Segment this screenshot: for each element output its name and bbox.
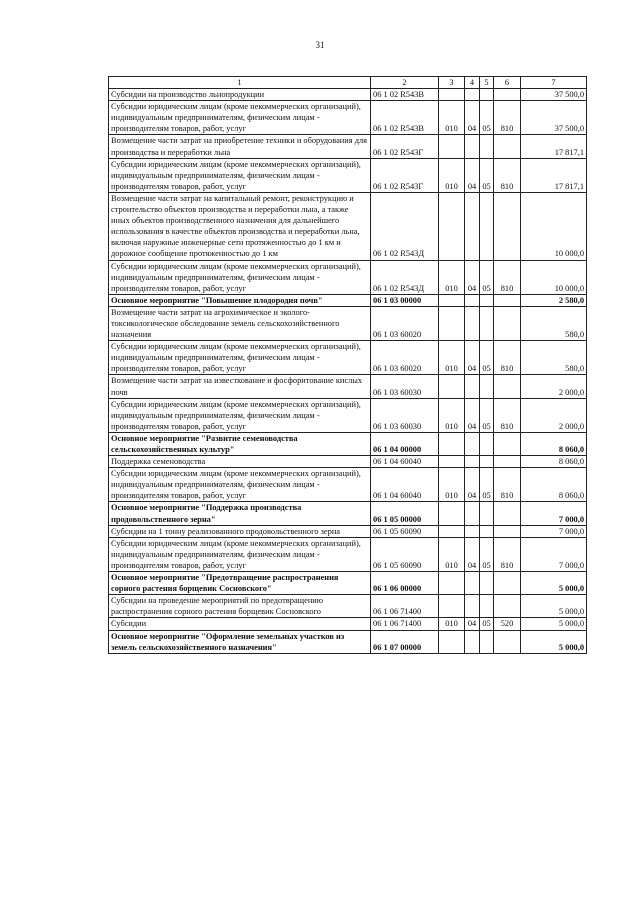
table-row — [109, 398, 587, 432]
row-name: Субсидии юридическим лицам (кроме некоммерческих организаций), индивидуальным предпринимателям, физическим лицам - производителям товаров, работ, услуг — [109, 341, 371, 375]
header-cell: 2 — [371, 77, 439, 89]
row-code: 06 1 02 R543В — [371, 101, 439, 135]
row-col3 — [439, 192, 465, 260]
row-col3 — [439, 294, 465, 306]
row-sum: 7 000,0 — [521, 525, 587, 537]
row-col4 — [465, 456, 480, 468]
row-col3 — [439, 375, 465, 398]
row-code: 06 1 04 00000 — [371, 432, 439, 455]
row-col5: 05 — [480, 398, 494, 432]
row-name: Возмещение части затрат на приобретение техники и оборудования для производства и переработки льна — [109, 135, 371, 158]
row-col4 — [465, 135, 480, 158]
row-name: Субсидии юридическим лицам (кроме некоммерческих организаций), индивидуальным предпринимателям, физическим лицам - производителям товаров, работ, услуг — [109, 260, 371, 294]
row-col6 — [494, 375, 521, 398]
header-cell: 6 — [494, 77, 521, 89]
row-col3 — [439, 525, 465, 537]
row-sum: 17 817,1 — [521, 158, 587, 192]
row-col3: 010 — [439, 537, 465, 571]
row-col5 — [480, 572, 494, 595]
table-row — [109, 456, 587, 468]
row-col5 — [480, 432, 494, 455]
row-col4 — [465, 502, 480, 525]
header-cell: 1 — [109, 77, 371, 89]
row-col6 — [494, 502, 521, 525]
row-col3 — [439, 456, 465, 468]
row-name: Субсидии — [109, 618, 371, 630]
row-col5: 05 — [480, 101, 494, 135]
row-sum: 580,0 — [521, 341, 587, 375]
row-col3 — [439, 595, 465, 618]
row-sum: 37 500,0 — [521, 101, 587, 135]
row-col4 — [465, 375, 480, 398]
row-col3: 010 — [439, 341, 465, 375]
row-name: Основное мероприятие "Поддержка производства продовольственного зерна" — [109, 502, 371, 525]
row-col5: 05 — [480, 468, 494, 502]
row-col6 — [494, 294, 521, 306]
row-col5 — [480, 502, 494, 525]
row-col3 — [439, 630, 465, 653]
row-sum: 8 060,0 — [521, 456, 587, 468]
table-row — [109, 537, 587, 571]
row-col6 — [494, 525, 521, 537]
row-name: Основное мероприятие "Предотвращение распространения сорного растения борщевик Сосновского" — [109, 572, 371, 595]
row-col5: 05 — [480, 260, 494, 294]
row-name: Возмещение части затрат на известкование и фосфоритование кислых почв — [109, 375, 371, 398]
row-col4 — [465, 572, 480, 595]
row-sum: 2 000,0 — [521, 398, 587, 432]
row-name: Субсидии юридическим лицам (кроме некоммерческих организаций), индивидуальным предпринимателям, физическим лицам - производителям товаров, работ, услуг — [109, 537, 371, 571]
table-row — [109, 192, 587, 260]
table-row — [109, 101, 587, 135]
row-sum: 8 060,0 — [521, 468, 587, 502]
row-sum: 10 000,0 — [521, 260, 587, 294]
row-code: 06 1 02 R543Г — [371, 158, 439, 192]
row-col5: 05 — [480, 158, 494, 192]
table-row — [109, 375, 587, 398]
row-col6 — [494, 192, 521, 260]
row-col4 — [465, 432, 480, 455]
row-sum: 580,0 — [521, 306, 587, 340]
row-col6: 520 — [494, 618, 521, 630]
row-col6: 810 — [494, 260, 521, 294]
row-col4 — [465, 294, 480, 306]
row-name: Возмещение части затрат на капитальный ремонт, реконструкцию и строительство объектов производства и переработки льна, а также иных объектов производственного назначения для дальнейшего использования в качестве объектов производства и переработки льна, включая наружные инженерные сети протяженностью до 1 км и дорожное сообщение протяженностью до 1 км — [109, 192, 371, 260]
row-name: Субсидии юридическим лицам (кроме некоммерческих организаций), индивидуальным предпринимателям, физическим лицам - производителям товаров, работ, услуг — [109, 398, 371, 432]
row-name: Основное мероприятие "Развитие семеноводства сельскохозяйственных культур" — [109, 432, 371, 455]
table-row — [109, 341, 587, 375]
row-sum: 2 580,0 — [521, 294, 587, 306]
row-col6: 810 — [494, 468, 521, 502]
row-col5 — [480, 192, 494, 260]
row-col6 — [494, 456, 521, 468]
row-col6 — [494, 432, 521, 455]
row-col3 — [439, 89, 465, 101]
row-col4 — [465, 306, 480, 340]
row-col3: 010 — [439, 468, 465, 502]
row-col3: 010 — [439, 398, 465, 432]
row-col5 — [480, 89, 494, 101]
row-code: 06 1 06 00000 — [371, 572, 439, 595]
row-name: Возмещение части затрат на агрохимическое и эколого-токсикологическое обследование земель сельскохозяйственного назначения — [109, 306, 371, 340]
table-row-activity — [109, 630, 587, 653]
table-row — [109, 525, 587, 537]
row-col6 — [494, 135, 521, 158]
row-code: 06 1 05 60090 — [371, 525, 439, 537]
row-sum: 37 500,0 — [521, 89, 587, 101]
header-cell: 4 — [465, 77, 480, 89]
row-col6 — [494, 572, 521, 595]
table-row-activity — [109, 572, 587, 595]
row-col4: 04 — [465, 468, 480, 502]
row-col3: 010 — [439, 260, 465, 294]
row-code: 06 1 04 60040 — [371, 468, 439, 502]
row-col4 — [465, 595, 480, 618]
row-col5: 05 — [480, 341, 494, 375]
row-code: 06 1 03 60030 — [371, 375, 439, 398]
table-row-activity — [109, 294, 587, 306]
table-header-row — [109, 77, 587, 89]
row-sum: 5 000,0 — [521, 618, 587, 630]
row-col5 — [480, 595, 494, 618]
row-code: 06 1 03 60030 — [371, 398, 439, 432]
header-cell: 3 — [439, 77, 465, 89]
row-col6: 810 — [494, 158, 521, 192]
row-col5 — [480, 306, 494, 340]
row-code: 06 1 03 00000 — [371, 294, 439, 306]
row-col5 — [480, 525, 494, 537]
row-col5 — [480, 135, 494, 158]
row-sum: 7 000,0 — [521, 537, 587, 571]
row-col5 — [480, 375, 494, 398]
row-col3 — [439, 502, 465, 525]
row-col4: 04 — [465, 158, 480, 192]
row-col3: 010 — [439, 158, 465, 192]
row-col6: 810 — [494, 537, 521, 571]
row-col3 — [439, 306, 465, 340]
row-code: 06 1 06 71400 — [371, 595, 439, 618]
row-col6: 810 — [494, 341, 521, 375]
row-name: Основное мероприятие "Повышение плодородия почв" — [109, 294, 371, 306]
row-col6: 810 — [494, 398, 521, 432]
row-col6: 810 — [494, 101, 521, 135]
table-row-activity — [109, 432, 587, 455]
row-name: Субсидии юридическим лицам (кроме некоммерческих организаций), индивидуальным предпринимателям, физическим лицам - производителям товаров, работ, услуг — [109, 158, 371, 192]
row-sum: 2 000,0 — [521, 375, 587, 398]
row-col5: 05 — [480, 537, 494, 571]
row-col6 — [494, 595, 521, 618]
table-row — [109, 260, 587, 294]
row-sum: 5 000,0 — [521, 595, 587, 618]
table-row — [109, 595, 587, 618]
row-col4: 04 — [465, 398, 480, 432]
row-name: Основное мероприятие "Оформление земельных участков из земель сельскохозяйственного назначения" — [109, 630, 371, 653]
row-sum: 7 000,0 — [521, 502, 587, 525]
row-col3 — [439, 432, 465, 455]
row-col4 — [465, 525, 480, 537]
row-col4 — [465, 89, 480, 101]
row-code: 06 1 02 R543Д — [371, 260, 439, 294]
row-code: 06 1 03 60020 — [371, 341, 439, 375]
page-number: 31 — [315, 40, 325, 50]
table-row — [109, 306, 587, 340]
row-code: 06 1 02 R543В — [371, 89, 439, 101]
row-code: 06 1 06 71400 — [371, 618, 439, 630]
row-col4: 04 — [465, 537, 480, 571]
row-col6 — [494, 306, 521, 340]
table-row — [109, 468, 587, 502]
row-name: Поддержка семеноводства — [109, 456, 371, 468]
table-row — [109, 135, 587, 158]
row-code: 06 1 07 00000 — [371, 630, 439, 653]
row-col4: 04 — [465, 341, 480, 375]
row-code: 06 1 05 60090 — [371, 537, 439, 571]
row-col3 — [439, 572, 465, 595]
budget-table — [108, 76, 587, 654]
row-col6 — [494, 630, 521, 653]
row-col5 — [480, 630, 494, 653]
row-code: 06 1 02 R543Г — [371, 135, 439, 158]
row-col4 — [465, 630, 480, 653]
row-sum: 17 817,1 — [521, 135, 587, 158]
row-code: 06 1 03 60020 — [371, 306, 439, 340]
table-row-activity — [109, 502, 587, 525]
row-code: 06 1 05 00000 — [371, 502, 439, 525]
row-sum: 8 060,0 — [521, 432, 587, 455]
row-sum: 5 000,0 — [521, 572, 587, 595]
header-cell: 7 — [521, 77, 587, 89]
row-name: Субсидии юридическим лицам (кроме некоммерческих организаций), индивидуальным предпринимателям, физическим лицам - производителям товаров, работ, услуг — [109, 468, 371, 502]
row-col4: 04 — [465, 618, 480, 630]
row-name: Субсидии на проведение мероприятий по предотвращению распространения сорного растения борщевик Сосновского — [109, 595, 371, 618]
row-name: Субсидии юридическим лицам (кроме некоммерческих организаций), индивидуальным предпринимателям, физическим лицам - производителям товаров, работ, услуг — [109, 101, 371, 135]
row-col4: 04 — [465, 260, 480, 294]
row-col5: 05 — [480, 618, 494, 630]
table-row — [109, 158, 587, 192]
table-row — [109, 618, 587, 630]
row-name: Субсидии на производство льнопродукции — [109, 89, 371, 101]
row-col3 — [439, 135, 465, 158]
row-code: 06 1 02 R543Д — [371, 192, 439, 260]
row-col4 — [465, 192, 480, 260]
row-col3: 010 — [439, 101, 465, 135]
row-col4: 04 — [465, 101, 480, 135]
row-sum: 5 000,0 — [521, 630, 587, 653]
table-row — [109, 89, 587, 101]
row-name: Субсидии на 1 тонну реализованного продовольственного зерна — [109, 525, 371, 537]
row-col5 — [480, 456, 494, 468]
row-sum: 10 000,0 — [521, 192, 587, 260]
row-col6 — [494, 89, 521, 101]
header-cell: 5 — [480, 77, 494, 89]
row-code: 06 1 04 60040 — [371, 456, 439, 468]
row-col5 — [480, 294, 494, 306]
row-col3: 010 — [439, 618, 465, 630]
